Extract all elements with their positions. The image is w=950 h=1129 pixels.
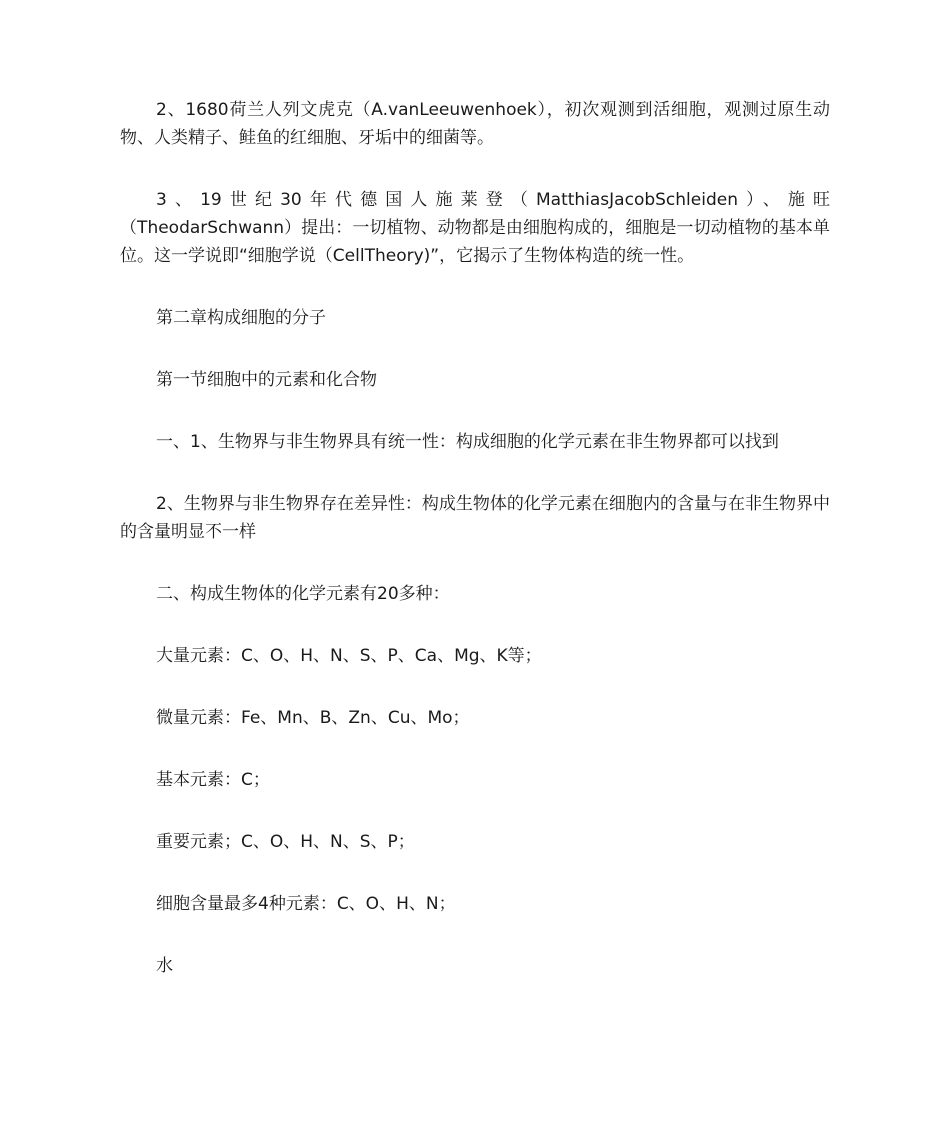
- chapter-heading: 第二章构成细胞的分子: [156, 308, 326, 328]
- paragraph-element-count: 二、构成生物体的化学元素有20多种：: [156, 584, 450, 604]
- document-page: [120, 96, 830, 1014]
- paragraph-unity: 一、1、生物界与非生物界具有统一性：构成细胞的化学元素在非生物界都可以找到: [156, 432, 779, 452]
- paragraph-basic-element: 基本元素：C；: [156, 770, 270, 790]
- section-heading: 第一节细胞中的元素和化合物: [156, 370, 377, 390]
- paragraph-difference: 2、生物界与非生物界存在差异性：构成生物体的化学元素在细胞内的含量与在非生物界中的含量明显不一样: [120, 494, 830, 542]
- paragraph-important-elements: 重要元素；C、O、H、N、S、P；: [156, 832, 415, 852]
- paragraph-trace-elements: 微量元素：Fe、Mn、B、Zn、Cu、Mo；: [156, 708, 470, 728]
- paragraph-cell-theory: 3、19世纪30年代德国人施莱登（MatthiasJacobSchleiden）、施旺（TheodarSchwann）提出：一切植物、动物都是由细胞构成的，细胞是一切动植物的基本单位。这一学说即“细胞学说（CellTheory)”，它揭示了生物体构造的统一性。: [120, 190, 830, 266]
- paragraph-most-abundant: 细胞含量最多4种元素：C、O、H、N；: [156, 894, 456, 914]
- paragraph-macro-elements: 大量元素：C、O、H、N、S、P、Ca、Mg、K等；: [156, 646, 542, 666]
- paragraph-leeuwenhoek: 2、1680荷兰人列文虎克（A.vanLeeuwenhoek），初次观测到活细胞，观测过原生动物、人类精子、鲑鱼的红细胞、牙垢中的细菌等。: [120, 100, 830, 148]
- paragraph-water: 水: [156, 956, 173, 976]
